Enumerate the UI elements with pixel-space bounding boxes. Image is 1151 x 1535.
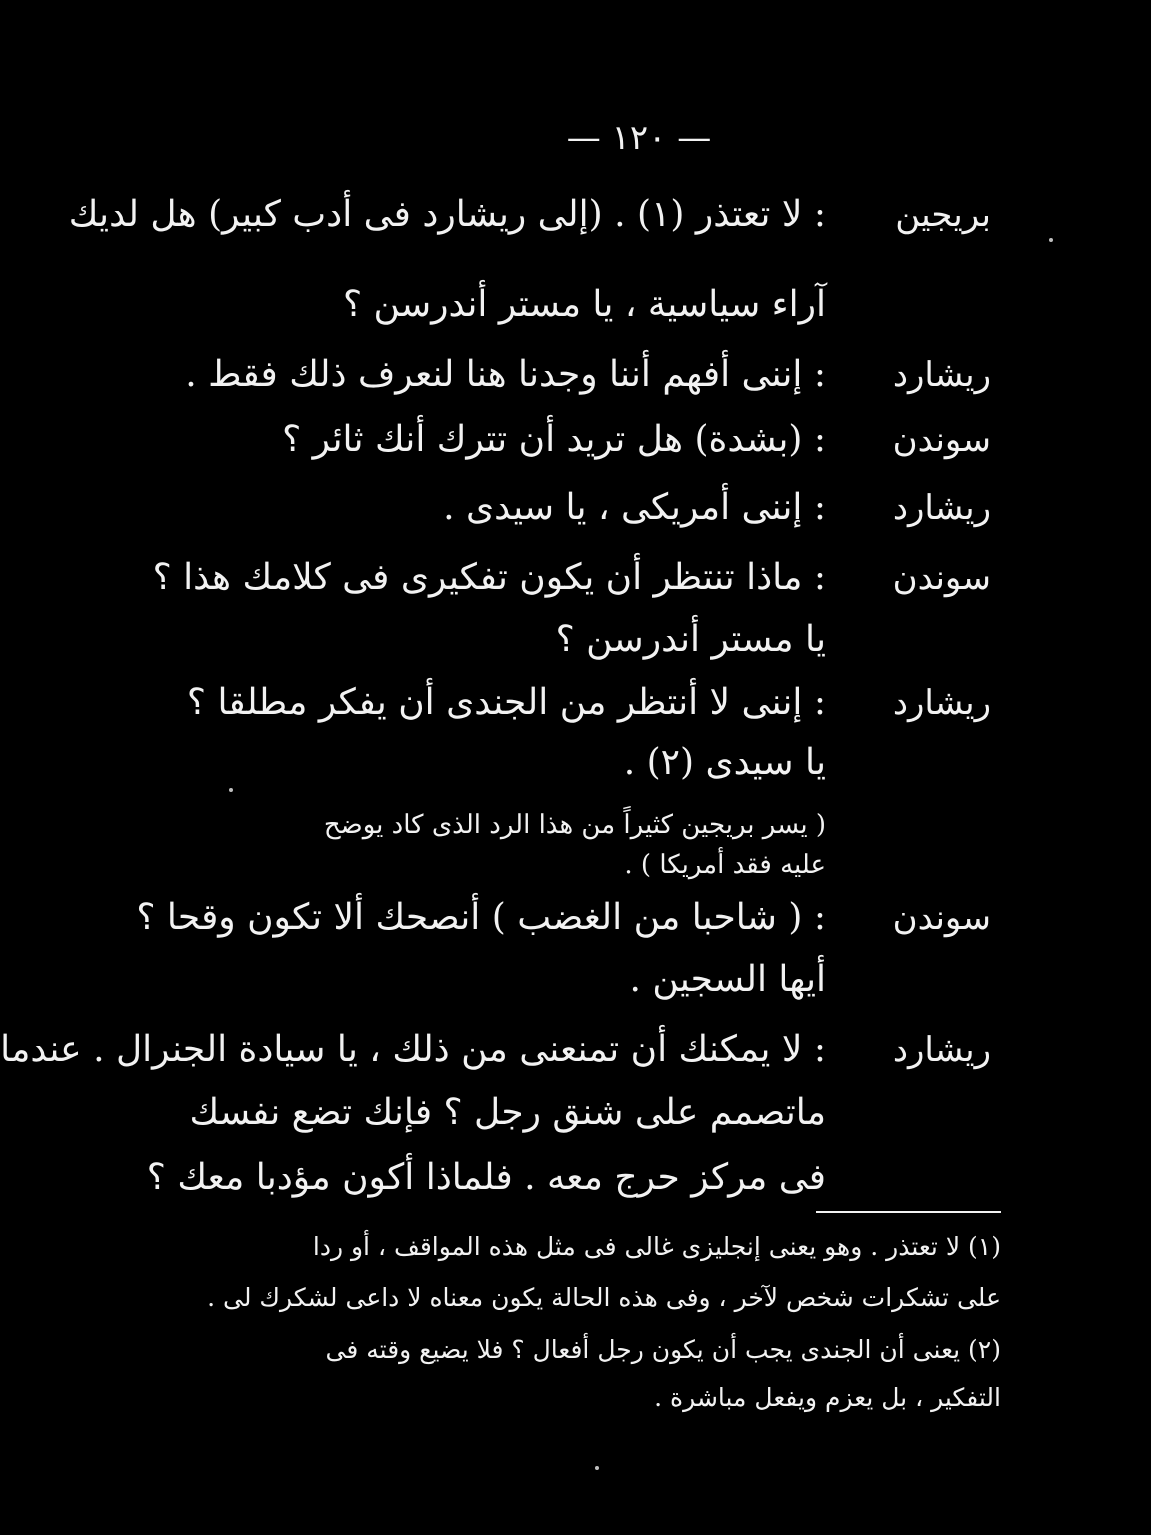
speech-text: يا سيدى (٢) . (623, 742, 826, 783)
speech-text: فى مركز حرج معه . فلماذا أكون مؤدبا معك ؟ (146, 1157, 826, 1198)
speaker-name: بريجين (895, 195, 991, 235)
speech-text: : ماذا تنتظر أن يكون تفكيرى فى كلامك هذا ؟ (152, 557, 826, 598)
speech-text: ماتصمم على شنق رجل ؟ فإنك تضع نفسك (189, 1092, 826, 1133)
speaker-name: ريشارد (892, 355, 991, 395)
speech-text: : لا يمكنك أن تمنعنى من ذلك ، يا سيادة الجنرال . عندما (0, 1029, 826, 1070)
dialogue-line (0, 1020, 1151, 1080)
stage-direction-text: ( يسر بريجين كثيراً من هذا الرد الذى كاد يوضح (323, 810, 826, 840)
dialogue-line (127, 478, 1151, 538)
stage-direction-text: عليه فقد أمريكا ) . (624, 850, 826, 880)
footnote-line: التفكير ، بل يعزم ويفعل مباشرة . (654, 1383, 1001, 1412)
speech-text: : ( شاحبا من الغضب ) أنصحك ألا تكون وقحا ؟ (136, 897, 826, 938)
speaker-name: سوندن (892, 558, 991, 598)
speaker-name: ريشارد (892, 683, 991, 723)
speech-text: : لا تعتذر (١) . (إلى ريشارد فى أدب كبير) هل لديك (68, 194, 826, 235)
scan-speck (595, 1466, 599, 1470)
dialogue-line (127, 950, 1151, 1010)
speaker-name: سوندن (892, 420, 991, 460)
speech-text: آراء سياسية ، يا مستر أندرسن ؟ (342, 284, 826, 325)
dialogue-line (127, 733, 1151, 793)
scan-speck (229, 788, 233, 792)
speech-text: أيها السجين . (629, 959, 826, 1000)
speaker-name: ريشارد (892, 488, 991, 528)
stage-direction-line (127, 835, 1151, 895)
dialogue-line (127, 1083, 1151, 1143)
dialogue-line (127, 610, 1151, 670)
speech-text: : إننى أمريكى ، يا سيدى . (443, 487, 826, 528)
dialogue-line (127, 888, 1151, 948)
dialogue-line (127, 548, 1151, 608)
footnote-line: على تشكرات شخص لآخر ، وفى هذه الحالة يكون معناه لا داعى لشكرك لى . (207, 1283, 1001, 1312)
dialogue-line (127, 345, 1151, 405)
page-number: — ١٢٠ — (566, 118, 712, 158)
dialogue-line (68, 185, 1151, 245)
speaker-name: سوندن (892, 898, 991, 938)
speech-text: يا مستر أندرسن ؟ (555, 619, 826, 660)
dialogue-line (127, 673, 1151, 733)
speaker-name: ريشارد (892, 1030, 991, 1070)
scan-speck (1049, 238, 1053, 242)
dialogue-line (127, 410, 1151, 470)
speech-text: : إننى لا أنتظر من الجندى أن يفكر مطلقا ؟ (186, 682, 826, 723)
speech-text: : إننى أفهم أننا وجدنا هنا لنعرف ذلك فقط . (185, 354, 826, 395)
dialogue-line (127, 275, 1151, 335)
footnote-divider (816, 1211, 1001, 1213)
footnote-line: (٢) يعنى أن الجندى يجب أن يكون رجل أفعال ؟ فلا يضيع وقته فى (325, 1335, 1001, 1364)
speech-text: : (بشدة) هل تريد أن تترك أنك ثائر ؟ (282, 419, 826, 460)
footnote-line: (١) لا تعتذر . وهو يعنى إنجليزى غالى فى مثل هذه المواقف ، أو ردا (312, 1232, 1001, 1261)
dialogue-line (127, 1148, 1151, 1208)
